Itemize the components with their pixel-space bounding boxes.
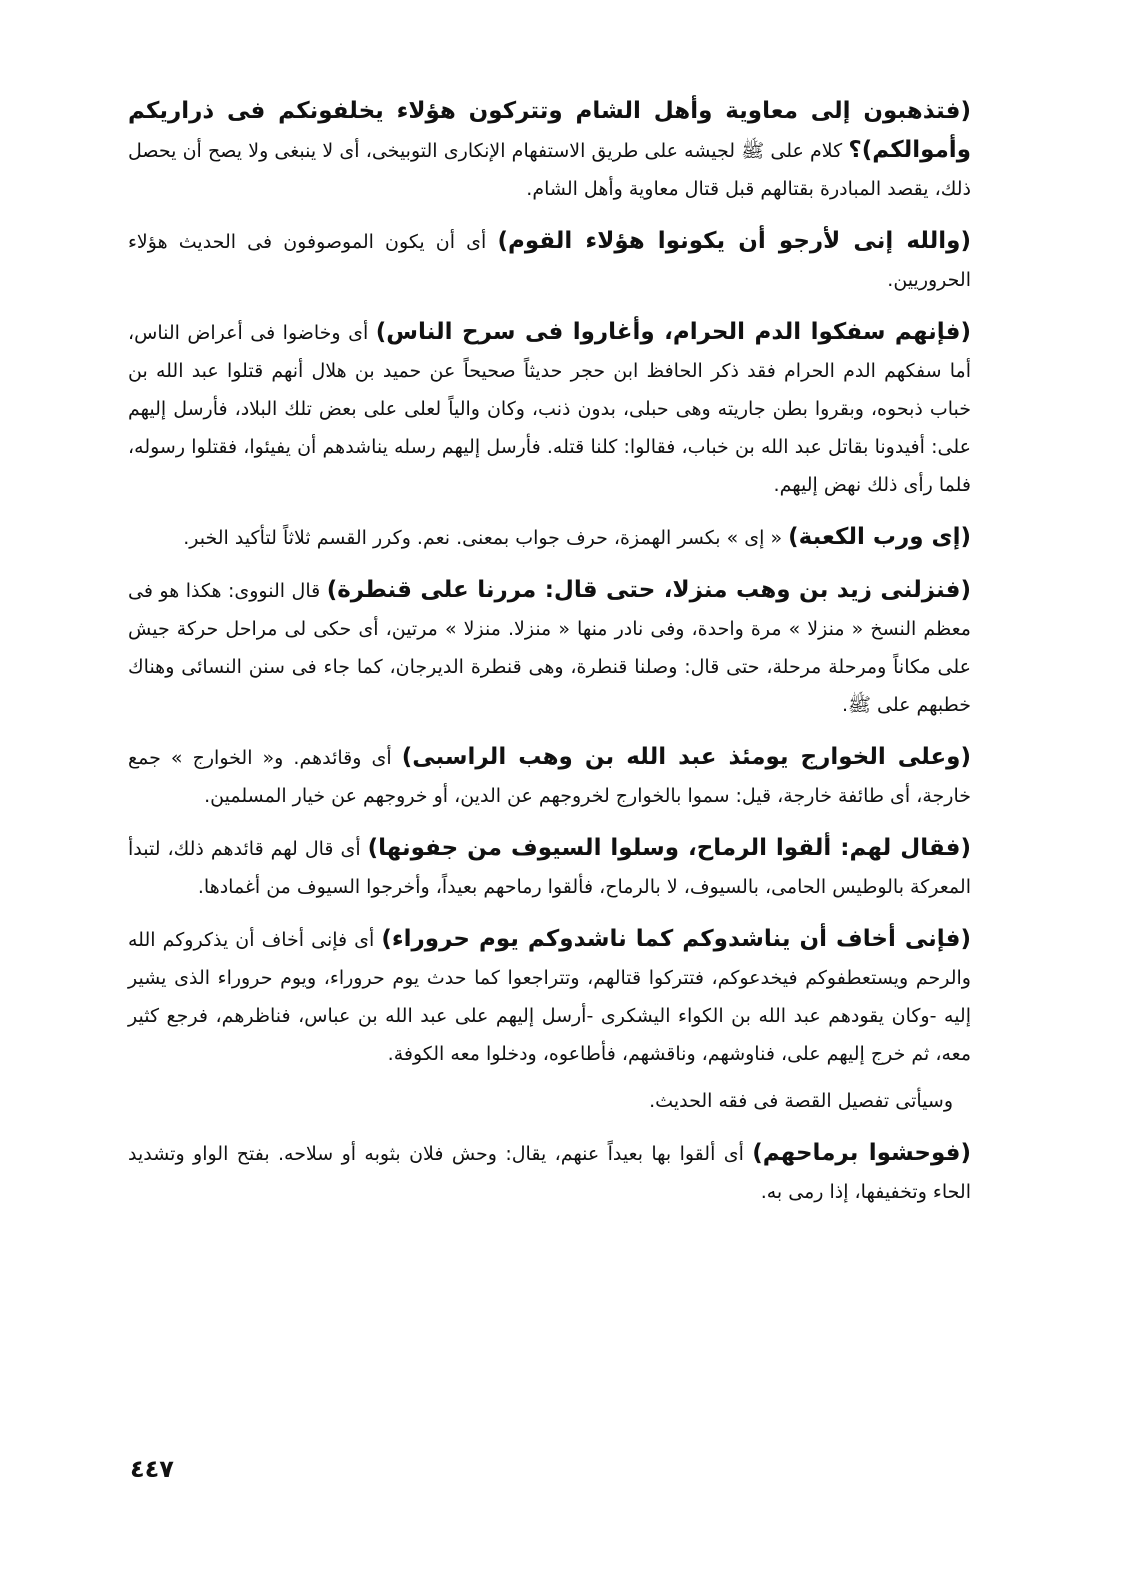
hadith-phrase: (فإنهم سفكوا الدم الحرام، وأغاروا فى سرح الناس) (375, 319, 971, 345)
paragraph-10 (128, 1134, 971, 1211)
commentary-text: أى فإنى أخاف أن يذكروكم الله والرحم ويستعطفوكم فيخدعوكم، فتتركوا قتالهم، وتتراجعوا كما حدث يوم حروراء، ويوم حروراء الذى يشير إليه -وكان يقودهم عبد الله بن الكواء اليشكرى -أرسل إليهم على عبد الله بن عباس، فناظرهم، فرجع كثير معه، ثم خرج إليهم على، فناوشهم، وناقشهم، فأطاعوه، ودخلوا معه الكوفة. (128, 929, 971, 1065)
commentary-text: أى وخاضوا فى أعراض الناس، أما سفكهم الدم الحرام فقد ذكر الحافظ ابن حجر حديثاً صحيحاً عن حميد بن هلال أنهم قتلوا عبد الله بن خباب ذبحوه، وبقروا بطن جاريته وهى حبلى، بدون ذنب، وكان والياً لعلى على بعض تلك البلاد، فأرسل إليهم على: أفيدونا بقاتل عبد الله بن خباب، فقالوا: كلنا قتله. فأرسل إليهم رسله يناشدهم أن يفيئوا، فقتلوا رسوله، فلما رأى ذلك نهض إليهم. (128, 322, 971, 496)
paragraph-8 (128, 920, 971, 1073)
commentary-text: أى وقائدهم. و« الخوارج » جمع خارجة، أى طائفة خارجة، قيل: سموا بالخوارج لخروجهم عن الدين، أو خروجهم عن خيار المسلمين. (128, 747, 971, 807)
hadith-phrase: (فوحشوا برماحهم) (752, 1140, 971, 1166)
paragraph-5 (128, 571, 971, 724)
commentary-text: أى أن يكون الموصوفون فى الحديث هؤلاء الحروريين. (128, 231, 971, 291)
paragraph-1 (128, 92, 971, 208)
paragraph-9 (128, 1081, 971, 1120)
commentary-text: وسيأتى تفصيل القصة فى فقه الحديث. (649, 1090, 953, 1112)
paragraph-3 (128, 313, 971, 504)
paragraph-4 (128, 518, 971, 557)
hadith-phrase: (فإنى أخاف أن يناشدوكم كما ناشدوكم يوم حروراء) (381, 926, 971, 952)
commentary-text: أى قال لهم قائدهم ذلك، لتبدأ المعركة بالوطيس الحامى، بالسيوف، لا بالرماح، فألقوا رماحهم بعيداً، وأخرجوا السيوف من أغمادها. (128, 838, 971, 898)
paragraph-6 (128, 738, 971, 815)
hadith-phrase: (وعلى الخوارج يومئذ عبد الله بن وهب الراسبى) (401, 744, 971, 770)
hadith-phrase: (إى ورب الكعبة) (788, 524, 971, 550)
paragraph-2 (128, 222, 971, 299)
hadith-phrase: (فتذهبون إلى معاوية وأهل الشام وتتركون هؤلاء يخلفونكم فى ذراريكم وأموالكم)؟ (128, 98, 971, 163)
commentary-text: « إى » بكسر الهمزة، حرف جواب بمعنى. نعم. وكرر القسم ثلاثاً لتأكيد الخبر. (183, 527, 789, 549)
paragraph-7 (128, 829, 971, 906)
hadith-phrase: (فنزلنى زيد بن وهب منزلا، حتى قال: مررنا على قنطرة) (326, 577, 971, 603)
commentary-text: أى ألقوا بها بعيداً عنهم، يقال: وحش فلان بثوبه أو سلاحه. بفتح الواو وتشديد الحاء وتخفيفها، إذا رمى به. (128, 1143, 971, 1203)
commentary-text: كلام على ﷺ لجيشه على طريق الاستفهام الإنكارى التوبيخى، أى لا ينبغى ولا يصح أن يحصل ذلك، يقصد المبادرة بقتالهم قبل قتال معاوية وأهل الشام. (128, 140, 971, 200)
page-number: ٤٤٧ (130, 1455, 174, 1483)
hadith-phrase: (فقال لهم: ألقوا الرماح، وسلوا السيوف من جفونها) (367, 835, 971, 861)
commentary-text: قال النووى: هكذا هو فى معظم النسخ « منزلا » مرة واحدة، وفى نادر منها « منزلا. منزلا » مرتين، أى حكى لى مراحل حركة جيش على مكاناً ومرحلة مرحلة، حتى قال: وصلنا قنطرة، وهى قنطرة الديرجان، كما جاء فى سنن النسائى وهناك خطبهم على ﷺ. (128, 580, 971, 716)
hadith-phrase: (والله إنى لأرجو أن يكونوا هؤلاء القوم) (497, 228, 971, 254)
